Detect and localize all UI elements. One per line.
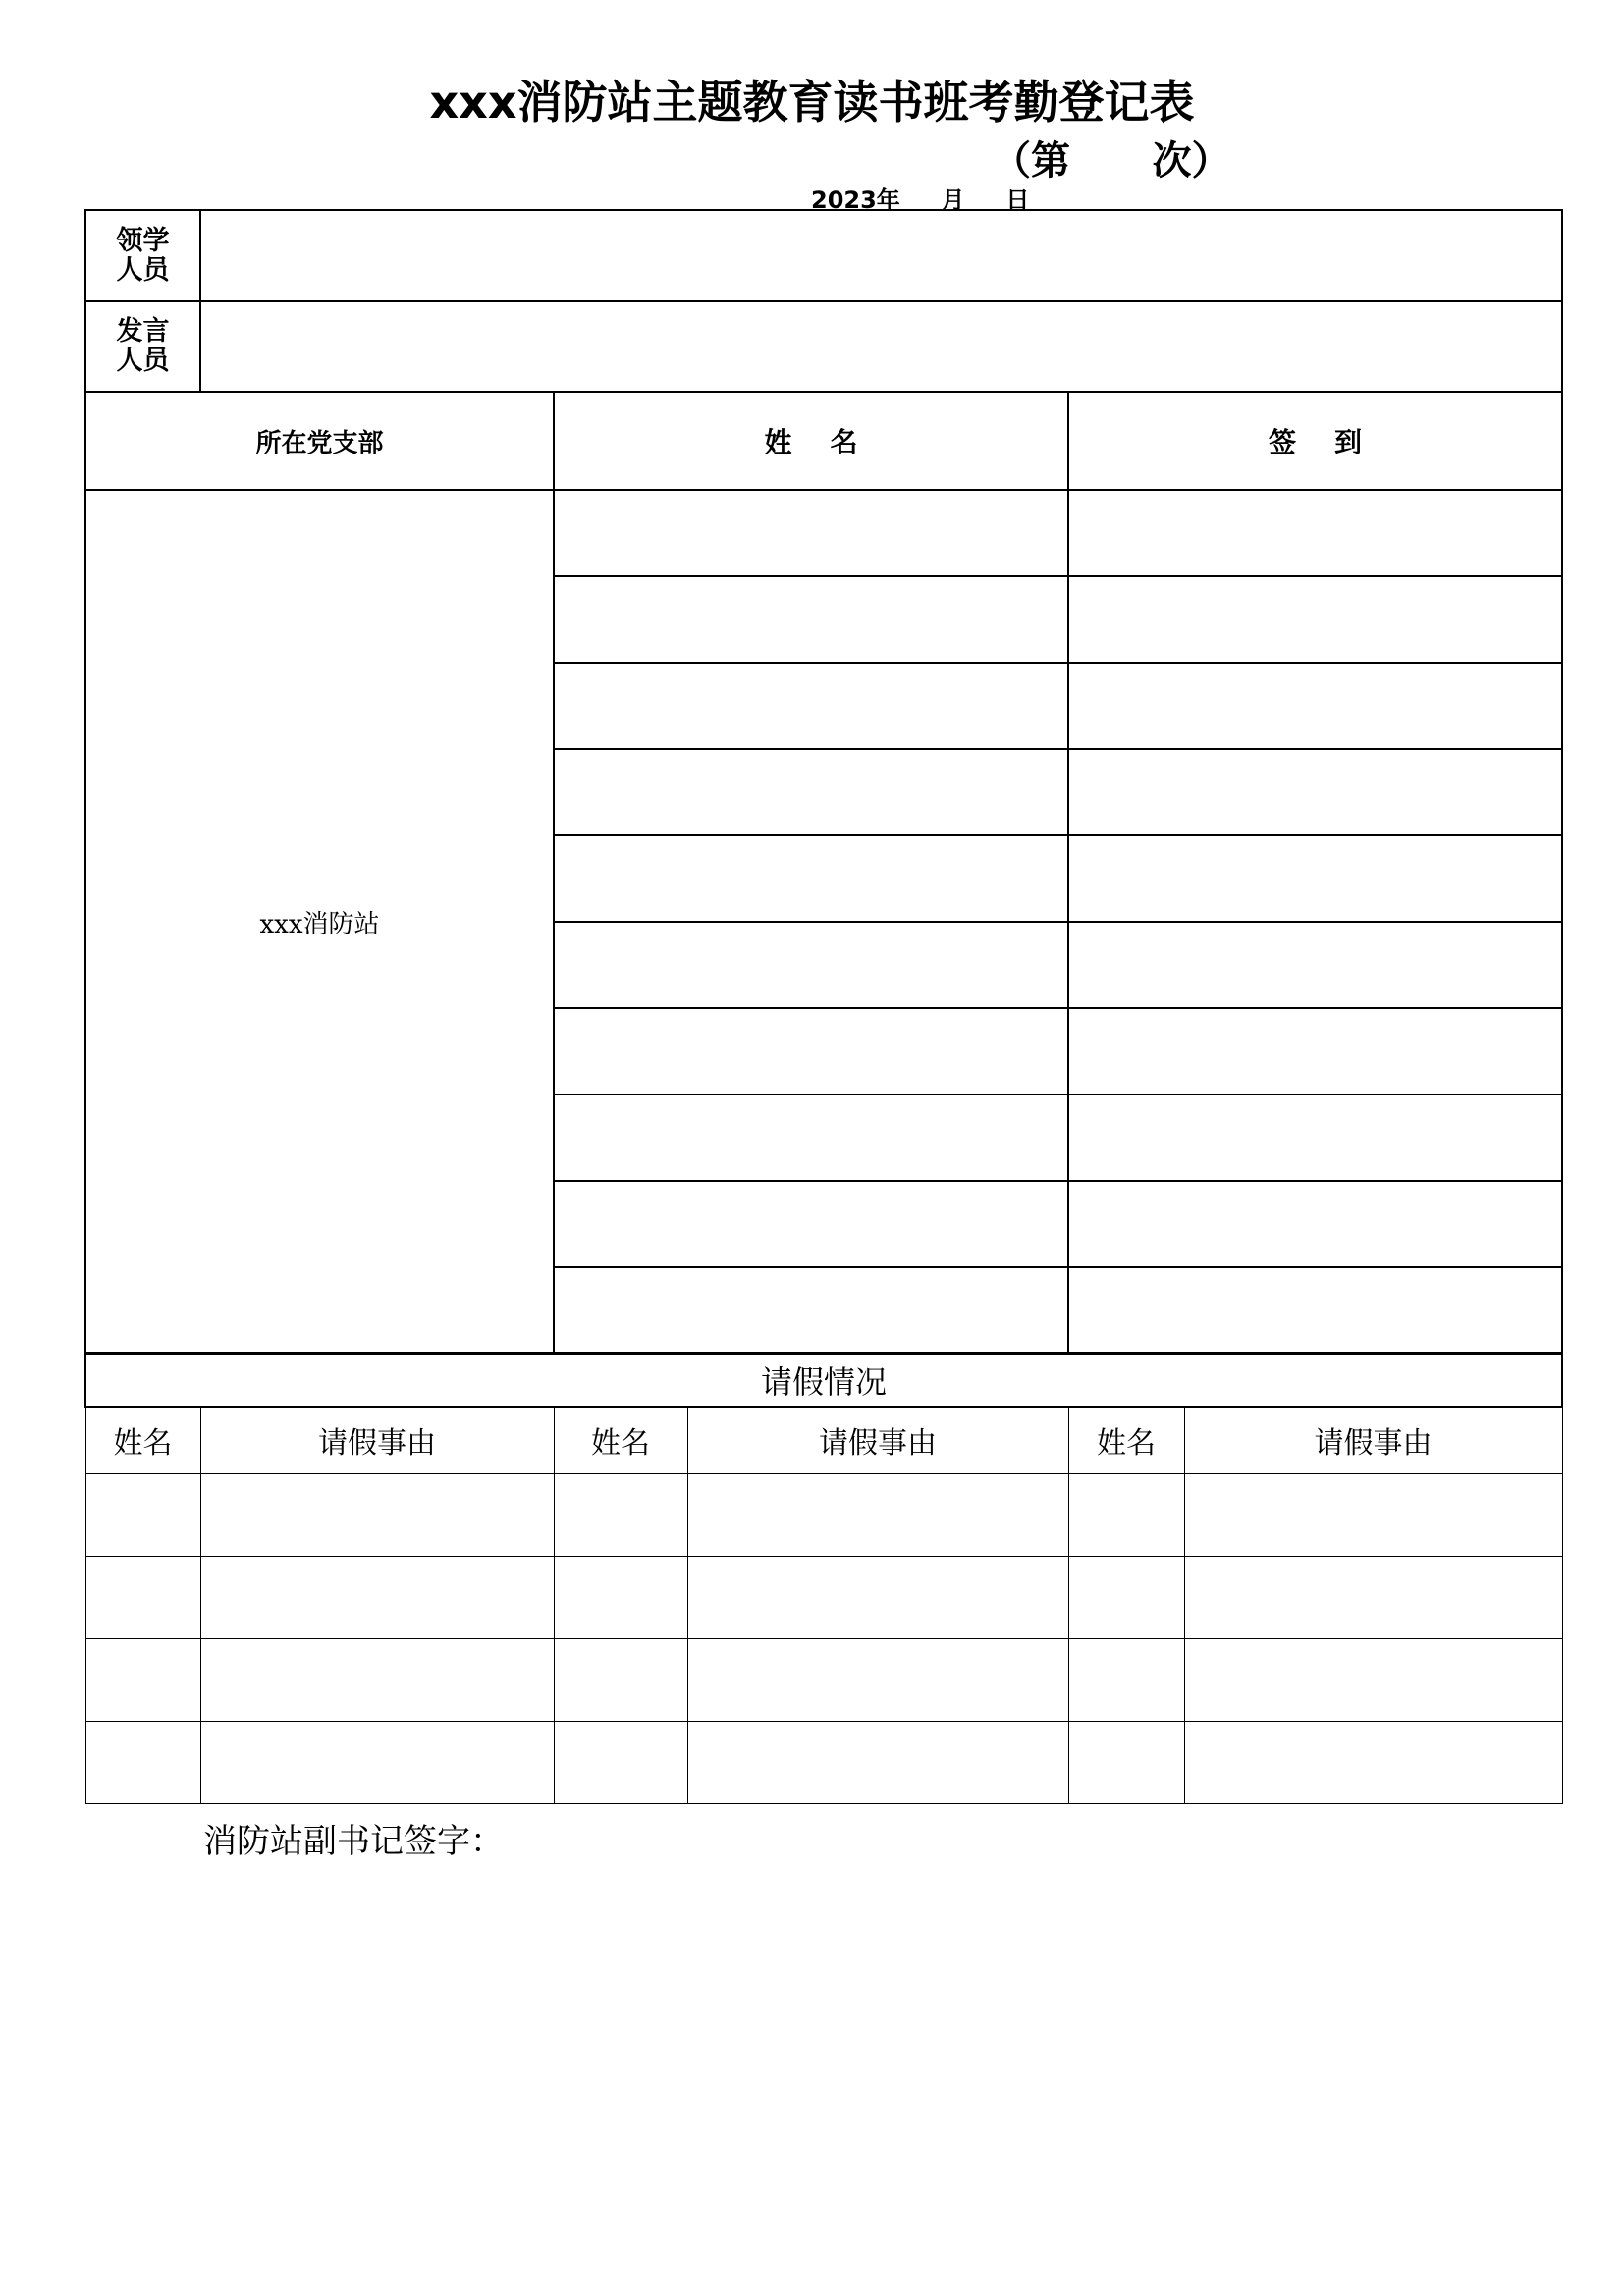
- leave-name-cell[interactable]: [554, 1638, 687, 1721]
- leave-name-cell[interactable]: [1068, 1556, 1184, 1638]
- signin-cell[interactable]: [1068, 663, 1562, 749]
- leave-name-cell[interactable]: [554, 1473, 687, 1556]
- leave-reason-cell[interactable]: [1184, 1721, 1562, 1803]
- name-cell[interactable]: [554, 835, 1068, 922]
- leave-name-cell[interactable]: [85, 1638, 200, 1721]
- name-cell[interactable]: [554, 749, 1068, 835]
- name-cell[interactable]: [554, 1095, 1068, 1181]
- leave-name-cell[interactable]: [85, 1721, 200, 1803]
- name-cell[interactable]: [554, 1267, 1068, 1354]
- leave-name-cell[interactable]: [1068, 1721, 1184, 1803]
- leave-reason-cell[interactable]: [200, 1721, 554, 1803]
- leave-row: [85, 1721, 1562, 1803]
- name-cell[interactable]: [554, 663, 1068, 749]
- leave-reason-cell[interactable]: [687, 1721, 1068, 1803]
- signin-header: 签 到: [1068, 392, 1562, 490]
- leading-study-label: 领学人员: [85, 210, 200, 301]
- leave-reason-cell[interactable]: [687, 1473, 1068, 1556]
- name-cell[interactable]: [554, 1181, 1068, 1267]
- leave-reason-header: 请假事由: [687, 1407, 1068, 1473]
- session-number: （第 次）: [992, 138, 1231, 184]
- leading-study-field[interactable]: [200, 210, 1562, 301]
- name-cell[interactable]: [554, 922, 1068, 1008]
- attendance-row: [85, 490, 1562, 576]
- name-cell[interactable]: [554, 490, 1068, 576]
- leave-name-cell[interactable]: [85, 1556, 200, 1638]
- leave-row: [85, 1473, 1562, 1556]
- leave-header-row: [85, 1407, 1562, 1473]
- signin-cell[interactable]: [1068, 1181, 1562, 1267]
- signin-cell[interactable]: [1068, 576, 1562, 663]
- leave-name-cell[interactable]: [85, 1473, 200, 1556]
- signin-cell[interactable]: [1068, 835, 1562, 922]
- leave-row: [85, 1638, 1562, 1721]
- leave-name-cell[interactable]: [1068, 1473, 1184, 1556]
- leave-reason-cell[interactable]: [1184, 1473, 1562, 1556]
- leave-reason-cell[interactable]: [200, 1556, 554, 1638]
- leave-reason-cell[interactable]: [200, 1473, 554, 1556]
- leave-name-header: 姓名: [85, 1407, 200, 1473]
- speaker-label: 发言人员: [85, 301, 200, 392]
- attendance-table: [84, 209, 1563, 1355]
- leave-reason-header: 请假事由: [200, 1407, 554, 1473]
- name-cell[interactable]: [554, 1008, 1068, 1095]
- leave-name-cell[interactable]: [554, 1721, 687, 1803]
- date-line: 2023年 月 日: [811, 187, 1030, 214]
- signin-cell[interactable]: [1068, 922, 1562, 1008]
- leave-reason-cell[interactable]: [687, 1638, 1068, 1721]
- leave-reason-cell[interactable]: [687, 1556, 1068, 1638]
- name-header: 姓 名: [554, 392, 1068, 490]
- speaker-field[interactable]: [200, 301, 1562, 392]
- leave-name-cell[interactable]: [1068, 1638, 1184, 1721]
- signin-cell[interactable]: [1068, 749, 1562, 835]
- name-cell[interactable]: [554, 576, 1068, 663]
- leave-section-title: 请假情况: [85, 1353, 1562, 1407]
- leave-name-header: 姓名: [554, 1407, 687, 1473]
- leave-table: [84, 1352, 1563, 1804]
- signin-cell[interactable]: [1068, 1095, 1562, 1181]
- signin-cell[interactable]: [1068, 490, 1562, 576]
- leave-reason-header: 请假事由: [1184, 1407, 1562, 1473]
- leave-reason-cell[interactable]: [1184, 1638, 1562, 1721]
- branch-header: 所在党支部: [85, 392, 554, 490]
- leave-reason-cell[interactable]: [200, 1638, 554, 1721]
- leave-name-header: 姓名: [1068, 1407, 1184, 1473]
- leave-name-cell[interactable]: [554, 1556, 687, 1638]
- branch-value: xxx消防站: [85, 490, 554, 1354]
- leave-row: [85, 1556, 1562, 1638]
- signin-cell[interactable]: [1068, 1267, 1562, 1354]
- leave-reason-cell[interactable]: [1184, 1556, 1562, 1638]
- signin-cell[interactable]: [1068, 1008, 1562, 1095]
- document-title: xxx消防站主题教育读书班考勤登记表: [429, 76, 1195, 129]
- deputy-secretary-signature-label: 消防站副书记签字：: [203, 1822, 504, 1861]
